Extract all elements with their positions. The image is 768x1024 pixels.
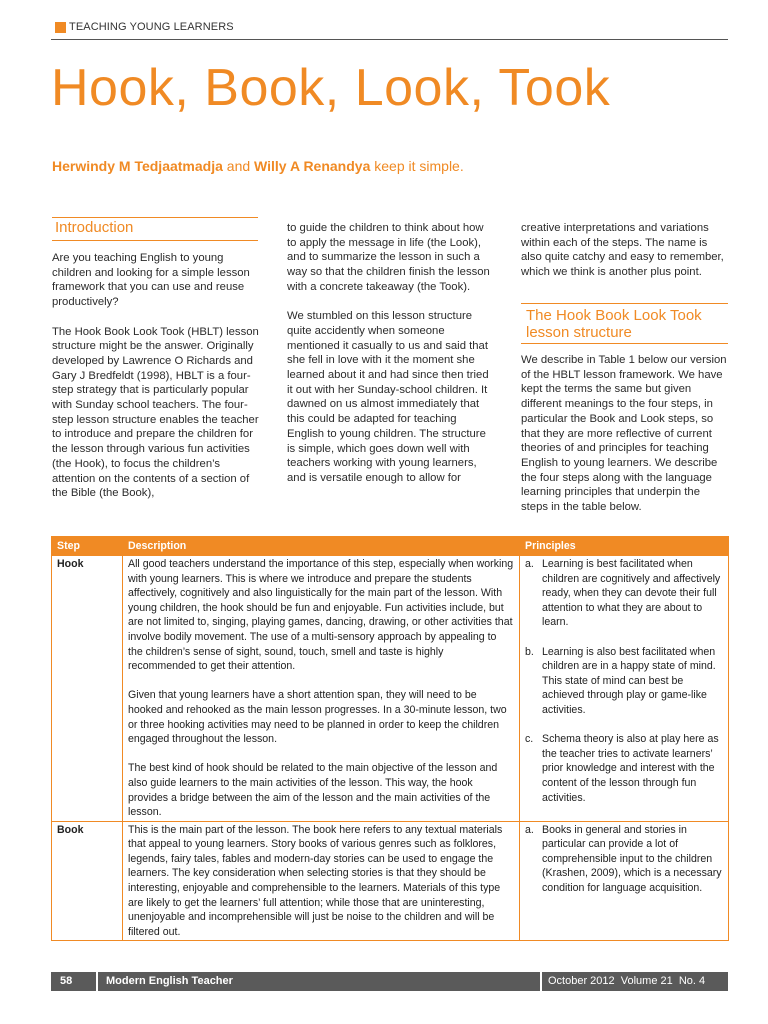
column-2	[287, 221, 495, 500]
header-step: Step	[52, 537, 123, 556]
table-header-row	[52, 537, 729, 556]
intro-column	[52, 251, 264, 516]
author-2: Willy A Renandya	[254, 158, 371, 174]
table-row	[52, 821, 729, 941]
intro-heading: Introduction	[55, 219, 134, 236]
column-3-bottom	[521, 353, 728, 529]
col3-paragraph-2: We describe in Table 1 below our version of the HBLT lesson framework. We have kept the terms the same but given different meanings to the four steps, in particular the Book and Look steps, so that they are more reflective of current theories of and principles for teaching English to young learners. We describe the four steps along with the language learning principles that underpin the steps in the table below.	[521, 354, 727, 514]
intro-rule-top	[52, 217, 258, 218]
structure-rule-top	[521, 303, 728, 304]
principle-item	[525, 645, 723, 718]
intro-paragraph-2: The Hook Book Look Took (HBLT) lesson structure might be the answer. Originally developed by Lawrence O Richards and Gary J Bredfeldt (1998), HBLT is a four-step strategy that is particularly popular with Sunday school teachers. The four-step lesson structure enables the teacher to introduce and prepare the children for the lesson through various fun activities (the Hook), to focus the children’s attention on the contents of a section of the Bible (the Book),	[52, 325, 259, 500]
description-paragraph: The best kind of hook should be related to the main objective of the lesson and also guide learners to the main activities of the lesson. This way, the hook provides a bridge between the aim of the lesson and the main activities of the lesson.	[128, 762, 498, 819]
column-3-top	[521, 221, 728, 295]
article-title: Hook, Book, Look, Took	[51, 59, 611, 117]
author-1: Herwindy M Tedjaatmadja	[52, 158, 223, 174]
principle-letter: a.	[525, 823, 534, 836]
principle-text: Learning is also best facilitated when children are in a happy state of mind. This state of mind can best be achieved through play or game-like activities.	[542, 645, 716, 716]
header-principles: Principles	[520, 537, 729, 556]
principle-item	[525, 732, 723, 805]
issue-info: October 2012 Volume 21 No. 4	[548, 975, 706, 987]
section-marker	[55, 22, 66, 33]
tagline: keep it simple.	[370, 158, 464, 174]
principles-cell	[520, 821, 729, 941]
principle-text: Learning is best facilitated when children are cognitively and affectively ready, when they can devote their full attention to what they are about to learn.	[542, 558, 721, 629]
step-cell: Hook	[52, 556, 123, 822]
principle-letter: c.	[525, 733, 534, 746]
header-description: Description	[123, 537, 520, 556]
structure-heading-line-1: The Hook Book Look Took	[526, 307, 702, 324]
hblt-table	[51, 536, 729, 941]
description-cell	[123, 821, 520, 941]
byline	[52, 158, 464, 174]
section-label: TEACHING YOUNG LEARNERS	[69, 21, 234, 33]
step-cell: Book	[52, 821, 123, 941]
description-paragraph: All good teachers understand the importance of this step, especially when working with young learners. This is where we introduce and prepare the students affectively, cognitively and also linguistically for the main part of the lesson. With young children, the hook should be fun and enjoyable. Fun activities include, but are not limited to, singing, playing games, dancing, drawing, or other activities that involve bodily movement. The use of a multi-sensory approach by appealing to the children’s sense of sight, sound, touch, smell and taste is highly recommended to get their attention.	[128, 558, 514, 673]
magazine-name: Modern English Teacher	[106, 975, 233, 987]
footer-divider	[540, 972, 542, 991]
byline-and: and	[222, 158, 255, 174]
description-cell	[123, 556, 520, 822]
principle-text: Books in general and stories in particular can provide a lot of comprehensible input to the children (Krashen, 2009), which is a necessary condition for language acquisition.	[542, 823, 722, 895]
structure-heading-line-2: lesson structure	[526, 324, 632, 341]
footer-divider	[96, 972, 98, 991]
principle-item	[525, 557, 723, 630]
description-paragraph: This is the main part of the lesson. The book here refers to any textual materials that appeal to young learners. Story books of various genres such as folklores, legends, fairy tales, fables and modern-day stories can be used to engage the learners. The key consideration when selecting stories is that they should be interesting, enjoyable and comprehensible to the learners. Materials of this type are likely to get the learners’ full attention; while those that are uninteresting, unenjoyable and incomprehensible will just be noise to the children and will be filtered out.	[128, 823, 503, 938]
header-rule	[51, 39, 728, 40]
structure-heading	[526, 307, 702, 341]
page-number: 58	[51, 972, 95, 991]
principle-text: Schema theory is also at play here as the teacher tries to activate learners’ prior knowledge and interest with the content of the lesson through fun activities.	[542, 733, 719, 804]
intro-paragraph-1: Are you teaching English to young children and looking for a simple lesson framework that you can use and reuse productively?	[52, 252, 250, 309]
description-paragraph: Given that young learners have a short attention span, they will need to be hooked and rehooked as the main lesson progresses. In a 30-minute lesson, two or three hooking activities may need to be planned in order to keep the children engaged throughout the lesson.	[128, 689, 507, 746]
principle-letter: b.	[525, 645, 534, 658]
table-row	[52, 556, 729, 822]
principles-cell	[520, 556, 729, 822]
col2-paragraph-2: We stumbled on this lesson structure quite accidently when someone mentioned it casually to us and said that she fell in love with it the moment she learned about it and had since then tried it out with her Sunday-school children. It dawned on us almost immediately that this could be adapted for teaching English to young children. The structure is simple, which goes down well with teachers working with young learners, and is versatile enough to allow for	[287, 310, 489, 484]
col3-paragraph-1: creative interpretations and variations within each of the steps. The name is also quite catchy and easy to remember, which we think is another plus point.	[521, 222, 724, 279]
principle-item	[525, 823, 723, 896]
col2-paragraph-1: to guide the children to think about how to apply the message in life (the Look), and to summarize the lesson in such a way so that the children finish the lesson with a concrete takeaway (the Took).	[287, 222, 490, 293]
principle-letter: a.	[525, 558, 534, 570]
structure-rule-bottom	[521, 343, 728, 344]
intro-rule-bottom	[52, 240, 258, 241]
